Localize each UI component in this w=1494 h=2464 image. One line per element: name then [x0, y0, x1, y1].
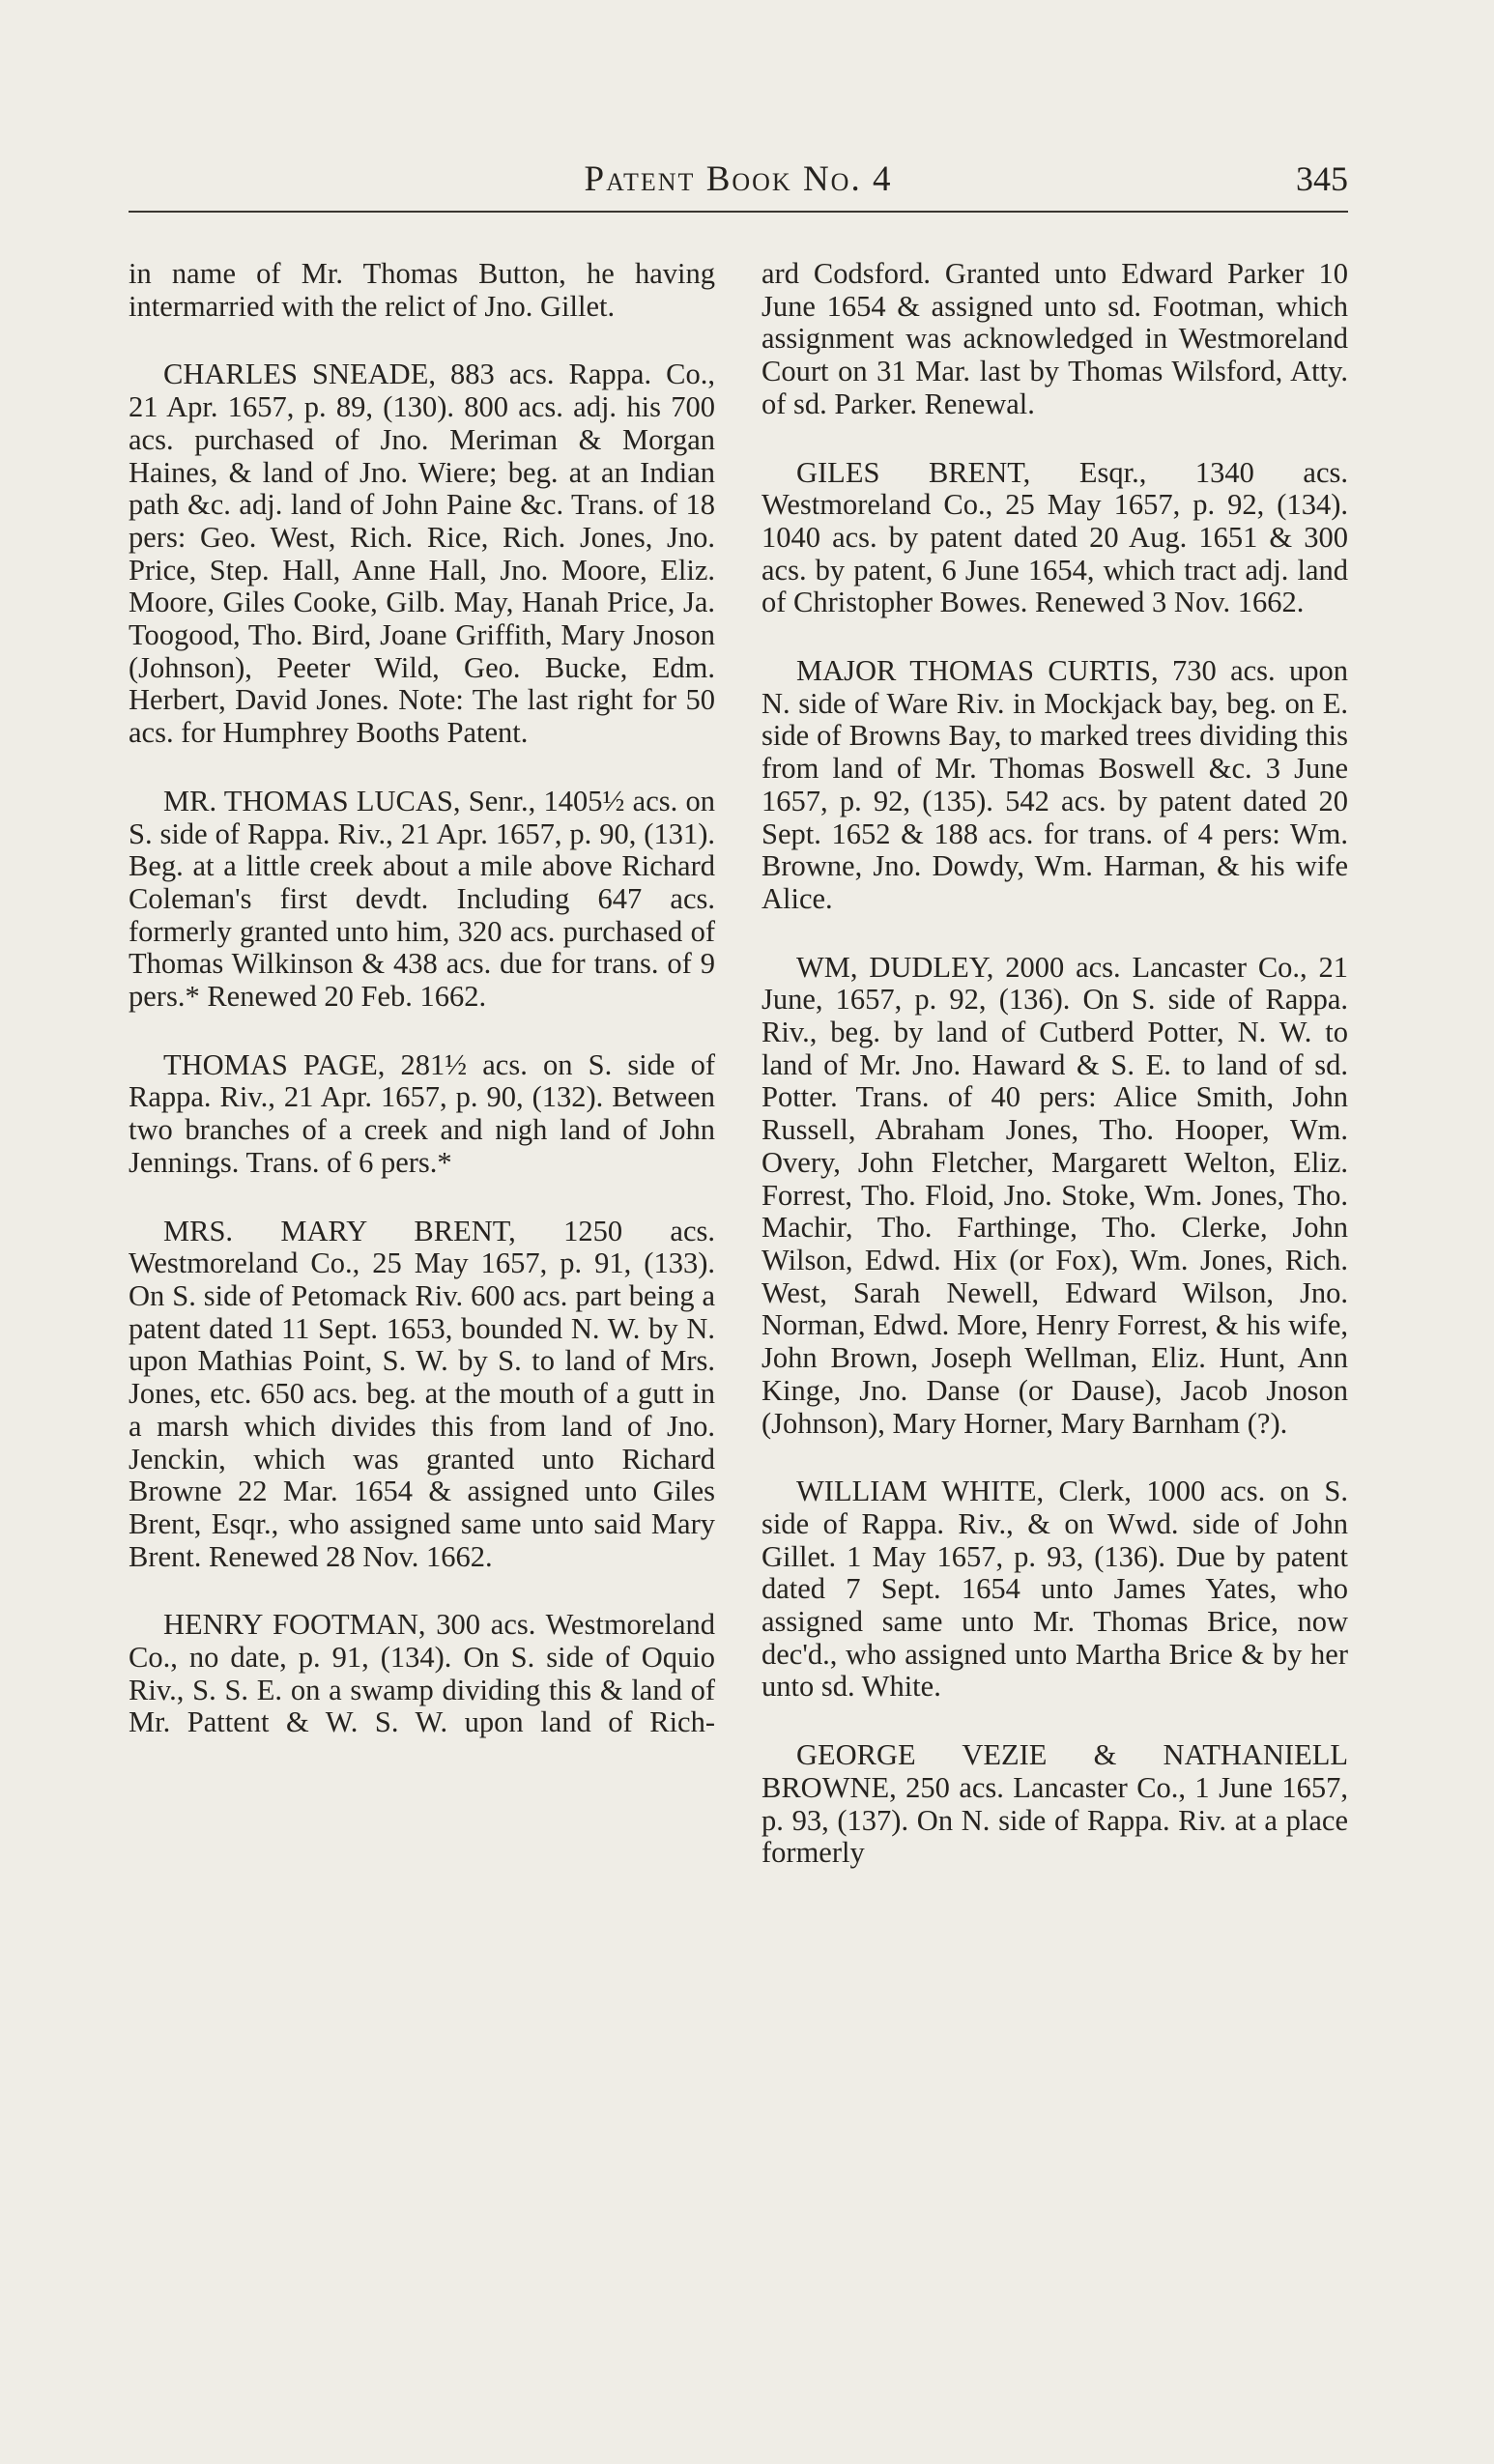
- paragraph: WM, DUDLEY, 2000 acs. Lancaster Co., 21 June, 1657, p. 92, (136). On S. side of Rappa. Riv., beg. by land of Cutberd Potter, N. W. to land of Mr. Jno. Haward & S. E. to land of sd. Potter. Trans. of 40 pers: Alice Smith, John Russell, Abraham Jones, Tho. Hooper, Wm. Overy, John Fletcher, Margarett Welton, Eliz. Forrest, Tho. Floid, Jno. Stoke, Wm. Jones, Tho. Machir, Tho. Farthinge, Tho. Clerke, John Wilson, Edwd. Hix (or Fox), Wm. Jones, Rich. West, Sarah Newell, Edward Wilson, Jno. Norman, Edwd. More, Henry Forrest, & his wife, John Brown, Joseph Wellman, Eliz. Hunt, Ann Kinge, Jno. Danse (or Dause), Jacob Jnoson (Johnson), Mary Horner, Mary Barnham (?).: [761, 950, 1348, 1440]
- right-column: [761, 258, 1348, 1870]
- paragraph: GEORGE VEZIE & NATHANIELL BROWNE, 250 acs. Lancaster Co., 1 June 1657, p. 93, (137). On N. side of Rappa. Riv. at a place formerly: [761, 1738, 1348, 1870]
- paragraph: GILES BRENT, Esqr., 1340 acs. Westmoreland Co., 25 May 1657, p. 92, (134). 1040 acs. by patent dated 20 Aug. 1651 & 300 acs. by patent, 6 June 1654, which tract adj. land of Christopher Bowes. Renewed 3 Nov. 1662.: [761, 455, 1348, 619]
- paragraph: WILLIAM WHITE, Clerk, 1000 acs. on S. side of Rappa. Riv., & on Wwd. side of John Gillet. 1 May 1657, p. 93, (136). Due by patent dated 7 Sept. 1654 unto James Yates, who assigned same unto Mr. Thomas Brice, now dec'd., who assigned unto Martha Brice & by her unto sd. White.: [761, 1475, 1348, 1704]
- page-header: [129, 153, 1348, 207]
- paragraph: THOMAS PAGE, 281½ acs. on S. side of Rappa. Riv., 21 Apr. 1657, p. 90, (132). Between two branches of a creek and nigh land of John Jennings. Trans. of 6 pers.*: [129, 1047, 715, 1179]
- paragraph: MR. THOMAS LUCAS, Senr., 1405½ acs. on S. side of Rappa. Riv., 21 Apr. 1657, p. 90, (131). Beg. at a little creek about a mile above Richard Coleman's first devdt. Including 647 acs. formerly granted unto him, 320 acs. purchased of Thomas Wilkinson & 438 acs. due for trans. of 9 pers.* Renewed 20 Feb. 1662.: [129, 784, 715, 1014]
- paragraph: HENRY FOOTMAN, 300 acs. Westmoreland Co., no date, p. 91, (134). On S. side of Oquio Riv., S. S. E. on a swamp dividing this & land of Mr. Pattent & W. S. W. upon land of Rich-: [129, 1608, 715, 1739]
- page-number: 345: [1296, 159, 1348, 198]
- paragraph: ard Codsford. Granted unto Edward Parker 10 June 1654 & assigned unto sd. Footman, which assignment was acknowledged in Westmoreland Court on 31 Mar. last by Thomas Wilsford, Atty. of sd. Parker. Renewal.: [761, 257, 1348, 420]
- paragraph: CHARLES SNEADE, 883 acs. Rappa. Co., 21 Apr. 1657, p. 89, (130). 800 acs. adj. his 700 acs. purchased of Jno. Meriman & Morgan Haines, & land of Jno. Wiere; beg. at an Indian path &c. adj. land of John Paine &c. Trans. of 18 pers: Geo. West, Rich. Rice, Rich. Jones, Jno. Price, Step. Hall, Anne Hall, Jno. Moore, Eliz. Moore, Giles Cooke, Gilb. May, Hanah Price, Ja. Toogood, Tho. Bird, Joane Griffith, Mary Jnoson (Johnson), Peeter Wild, Geo. Bucke, Edm. Herbert, David Jones. Note: The last right for 50 acs. for Humphrey Booths Patent.: [129, 358, 715, 750]
- header-rule: [129, 211, 1348, 213]
- running-title: Patent Book No. 4: [584, 159, 893, 199]
- paragraph: in name of Mr. Thomas Button, he having intermarried with the relict of Jno. Gillet.: [129, 257, 715, 323]
- paragraph: MAJOR THOMAS CURTIS, 730 acs. upon N. side of Ware Riv. in Mockjack bay, beg. on E. side of Browns Bay, to marked trees dividing this from land of Mr. Thomas Boswell &c. 3 June 1657, p. 92, (135). 542 acs. by patent dated 20 Sept. 1652 & 188 acs. for trans. of 4 pers: Wm. Browne, Jno. Dowdy, Wm. Harman, & his wife Alice.: [761, 654, 1348, 915]
- left-column: [129, 258, 715, 1739]
- paragraph: MRS. MARY BRENT, 1250 acs. Westmoreland Co., 25 May 1657, p. 91, (133). On S. side of Petomack Riv. 600 acs. part being a patent dated 11 Sept. 1653, bounded N. W. by N. upon Mathias Point, S. W. by S. to land of Mrs. Jones, etc. 650 acs. beg. at the mouth of a gutt in a marsh which divides this from land of Jno. Jenckin, which was granted unto Richard Browne 22 Mar. 1654 & assigned unto Giles Brent, Esqr., who assigned same unto said Mary Brent. Renewed 28 Nov. 1662.: [129, 1214, 715, 1573]
